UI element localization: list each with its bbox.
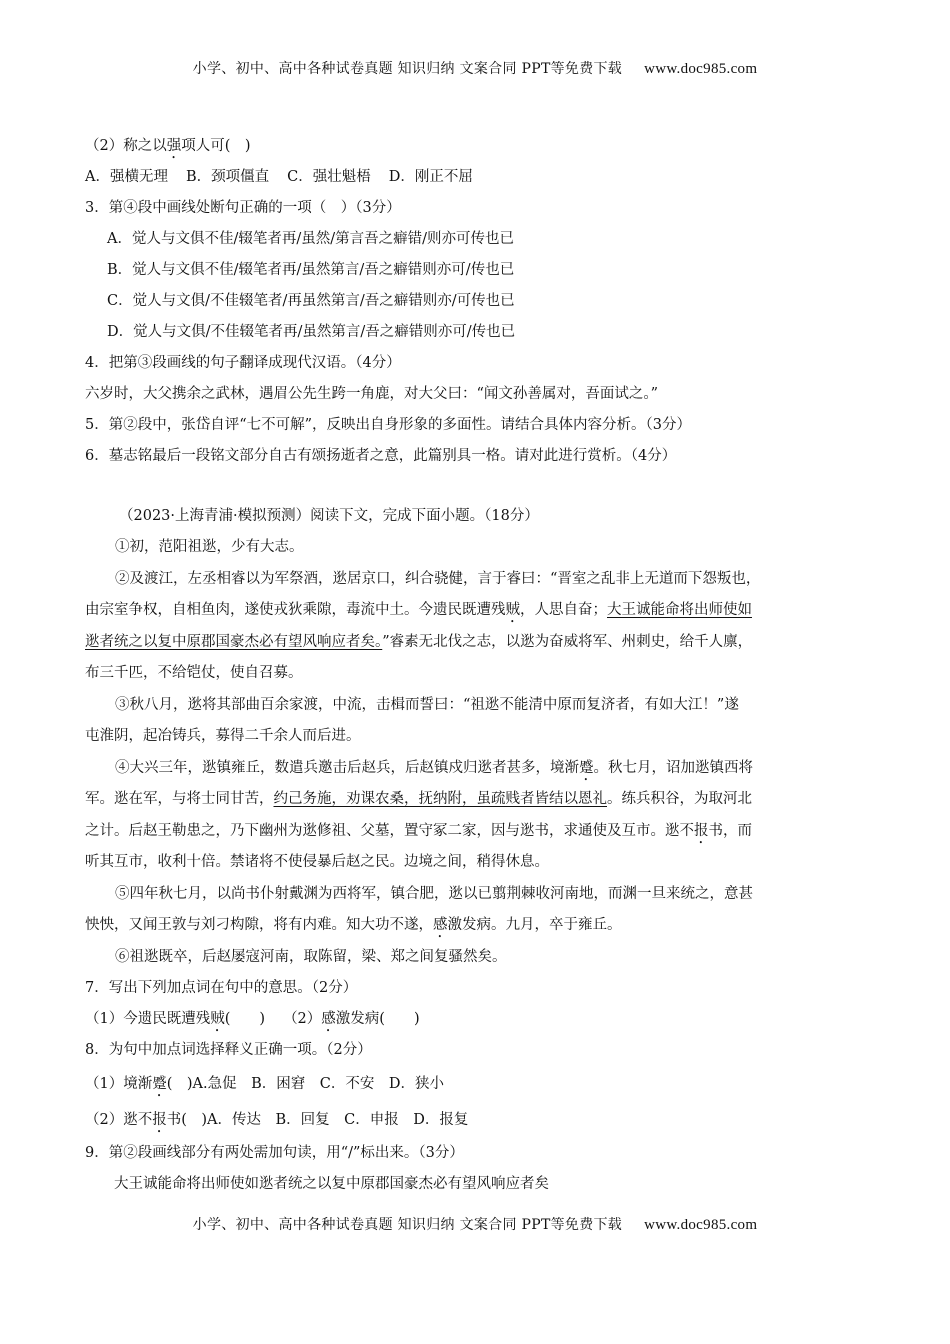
- question-3-option-b: B．觉人与文俱不佳/辍笔者再/虽然第言/吾之癖错则亦可/传也已: [107, 262, 515, 278]
- question-4-text: 六岁时，大父携余之武林，遇眉公先生跨一角鹿，对大父曰：“闻文孙善属对，吾面试之。”: [85, 386, 659, 402]
- page-header: [0, 58, 950, 78]
- dotted-char: 报: [694, 822, 709, 839]
- dotted-char: 强: [166, 138, 182, 154]
- underlined-text: 逖者统之以复中原郡国豪杰必有望风响应者矣。: [85, 633, 383, 650]
- dotted-char: 贼: [210, 1011, 225, 1027]
- passage-para-1: ①初，范阳祖逖，少有大志。: [115, 539, 304, 555]
- question-7-stem: 7．写出下列加点词在句中的意思。（2分）: [85, 980, 358, 996]
- passage-para-3-line-2: 屯淮阴，起冶铸兵，募得二千余人而后进。: [85, 728, 361, 744]
- passage-para-4-line-1: ④大兴三年，逖镇雍丘，数遣兵邀击后赵兵，后赵镇戍归逖者甚多，境渐蹙。秋七月，诏加逖镇西将: [115, 759, 753, 776]
- header-url[interactable]: www.doc985.com: [644, 61, 758, 77]
- question-8-stem: 8．为句中加点词选择释义正确一项。（2分）: [85, 1042, 372, 1058]
- passage-para-4-line-4: 听其互市，收利十倍。禁诸将不使侵暴后赵之民。边境之间，稍得休息。: [85, 854, 549, 870]
- underlined-text: 大王诚能命将出师使如: [607, 602, 752, 618]
- passage-intro: （2023·上海青浦·模拟预测）阅读下文，完成下面小题。（18分）: [119, 508, 539, 524]
- question-8-item-1: （1）境渐蹙( )A.急促 B．困窘 C．不安 D．狭小: [85, 1076, 445, 1092]
- question-7-items: （1）今遗民既遭残贼( ) （2）感激发病( ): [85, 1011, 420, 1027]
- dotted-char: 感: [321, 1011, 336, 1027]
- footer-url[interactable]: www.doc985.com: [644, 1217, 758, 1233]
- page-footer: [0, 1214, 950, 1234]
- question-9-stem: 9．第②段画线部分有两处需加句读，用“/”标出来。（3分）: [85, 1145, 464, 1161]
- dotted-char: 蹙: [152, 1076, 167, 1092]
- question-6: 6．墓志铭最后一段铭文部分自古有颂扬逝者之意，此篇别具一格。请对此进行赏析。（4分）: [85, 448, 677, 464]
- passage-para-6: ⑥祖逖既卒，后赵屡寇河南，取陈留，梁、郑之间复骚然矣。: [115, 948, 507, 965]
- question-3-stem: 3．第④段中画线处断句正确的一项（ ）（3分）: [85, 200, 401, 216]
- passage-para-4-line-2: 军。逖在军，与将士同甘苦，约己务施，劝课农桑，抚纳附，虽疏贱者皆结以恩礼。练兵积谷，为取河北: [85, 791, 752, 807]
- question-9-text: 大王诚能命将出师使如逖者统之以复中原郡国豪杰必有望风响应者矣: [114, 1176, 549, 1192]
- dotted-char: 蹙: [579, 759, 594, 776]
- underlined-text: 约己务施，劝课农桑，抚纳附，虽疏贱者皆结以恩礼: [273, 791, 607, 807]
- passage-para-4-line-3: 之计。后赵王勒患之，乃下幽州为逖修祖、父墓，置守冢二家，因与逖书，求通使及互市。逖不报书，而: [85, 822, 752, 839]
- footer-text: 小学、初中、高中各种试卷真题 知识归纳 文案合同 PPT等免费下载: [192, 1217, 623, 1233]
- question-8-item-2: （2）逖不报书( )A．传达 B．回复 C．申报 D．报复: [85, 1112, 469, 1128]
- passage-para-2-line-4: 布三千匹，不给铠仗，使自召募。: [85, 665, 303, 681]
- passage-para-2-line-1: ②及渡江，左丞相睿以为军祭酒，逖居京口，纠合骁健，言于睿曰：“晋室之乱非上无道而下怨叛也，: [115, 570, 761, 587]
- header-text: 小学、初中、高中各种试卷真题 知识归纳 文案合同 PPT等免费下载: [192, 61, 623, 77]
- passage-para-3-line-1: ③秋八月，逖将其部曲百余家渡，中流，击楫而誓曰：“祖逖不能清中原而复济者，有如大江！”遂: [115, 696, 739, 713]
- page-content: [85, 131, 875, 1200]
- dotted-char: 贼: [505, 602, 520, 618]
- passage-para-2-line-3: 逖者统之以复中原郡国豪杰必有望风响应者矣。”睿素无北伐之志，以逖为奋威将军、州刺史，给千人廪，: [85, 633, 753, 650]
- question-2-2-stem: （2）称之以强项人可( ): [85, 138, 251, 154]
- question-3-option-c: C．觉人与文俱/不佳辍笔者/再虽然第言/吾之癖错则亦/可传也已: [107, 293, 515, 309]
- passage-para-5-line-2: 怏怏，又闻王敦与刘刁构隙，将有内难。知大功不遂，感激发病。九月，卒于雍丘。: [85, 917, 622, 933]
- dotted-char: 报: [152, 1112, 167, 1128]
- passage-para-2-line-2: 由宗室争权，自相鱼肉，遂使戎狄乘隙，毒流中土。今遗民既遭残贼，人思自奋；大王诚能命将出师使如: [85, 602, 752, 618]
- dotted-char: 感: [433, 917, 448, 933]
- passage-para-5-line-1: ⑤四年秋七月，以尚书仆射戴渊为西将军，镇合肥，逖以已翦荆棘收河南地，而渊一旦来统之，意甚: [115, 885, 753, 902]
- question-2-2-options: A．强横无理 B．颈项僵直 C．强壮魁梧 D．刚正不屈: [85, 169, 473, 185]
- question-4-stem: 4．把第③段画线的句子翻译成现代汉语。（4分）: [85, 355, 401, 371]
- question-3-option-a: A．觉人与文俱不佳/辍笔者再/虽然/第言吾之癖错/则亦可传也已: [107, 231, 515, 247]
- question-5: 5．第②段中，张岱自评“七不可解”，反映出自身形象的多面性。请结合具体内容分析。（3分）: [85, 417, 692, 433]
- question-3-option-d: D．觉人与文俱/不佳辍笔者再/虽然第言/吾之癖错则亦可/传也已: [107, 324, 516, 340]
